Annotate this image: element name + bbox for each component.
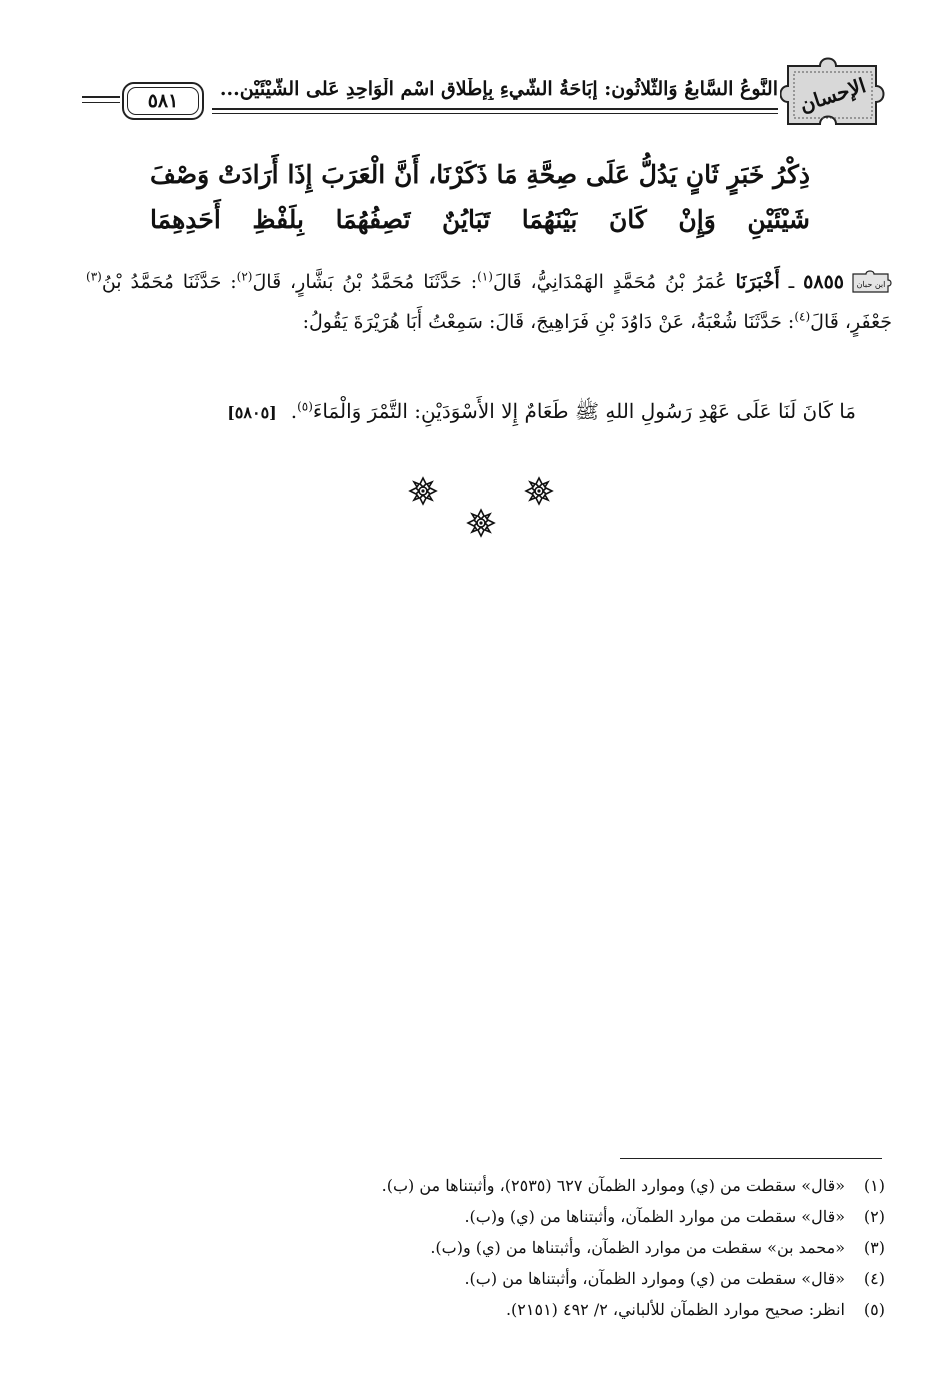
- footnote-number: (٢): [863, 1207, 885, 1226]
- footnotes: [200, 1170, 885, 1325]
- flower-ornament-icon: [408, 476, 438, 506]
- footnote-separator: [620, 1158, 882, 1159]
- hadith-number: ٥٨٥٥: [803, 271, 844, 293]
- flower-ornament-icon: [524, 476, 554, 506]
- hadith-isnad: [86, 262, 892, 342]
- footnote-number: (٥): [863, 1300, 885, 1319]
- footnote-ref-5[interactable]: (٥): [297, 399, 313, 414]
- footnote-item: [200, 1170, 885, 1201]
- footnote-number: (٤): [863, 1269, 885, 1288]
- matn-text: مَا كَانَ لَنَا عَلَى عَهْدِ رَسُولِ اللهِ ﷺ طَعَامٌ إِلا الأَسْوَدَيْنِ: التَّمْرَ وَالْمَاءَ: [312, 399, 856, 423]
- footnote-item: [200, 1232, 885, 1263]
- footnote-ref-2[interactable]: (٢): [236, 269, 253, 284]
- footnote-item: [200, 1263, 885, 1294]
- matn-end: .: [290, 399, 298, 423]
- isnad-part-2: : حَدَّثَنَا مُحَمَّدُ بْنُ بَشَّارٍ، قَالَ: [252, 271, 478, 293]
- isnad-part-5: : حَدَّثَنَا شُعْبَةُ، عَنْ دَاوُدَ بْنِ فَرَاهِيجَ، قَالَ: سَمِعْتُ أَبَا هُرَيْرَةَ يَقُولُ:: [302, 311, 795, 333]
- header-rule-left: [82, 96, 120, 98]
- footnote-number: (٣): [863, 1238, 885, 1257]
- footnote-ref-3[interactable]: (٣): [86, 269, 102, 284]
- running-header: [60, 52, 890, 132]
- chapter-heading: ذِكْرُ خَبَرٍ ثَانٍ يَدُلُّ عَلَى صِحَّةِ مَا ذَكَرْنَا، أَنَّ الْعَرَبَ إِذَا أَرَادَتْ وَصْفَ شَيْئَيْنِ وَإِنْ كَانَ بَيْنَهُمَا تَبَايُنٌ تَصِفُهُمَا بِلَفْظِ أَحَدِهِمَا: [150, 160, 810, 234]
- footnote-text: «قال» سقطت من (ي) وموارد الظمآن ٦٢٧ (٢٥٣٥)، وأثبتناها من (ب).: [381, 1176, 845, 1195]
- svg-text:الإحسان: الإحسان: [796, 73, 869, 117]
- ibn-hibban-puzzle-icon: [850, 270, 892, 296]
- ihsan-puzzle-badge-icon: [780, 52, 890, 130]
- footnote-text: «قال» سقطت من موارد الظمآن، وأثبتناها من (ي) و(ب).: [464, 1207, 845, 1226]
- footnote-ref-4[interactable]: (٤): [794, 309, 811, 324]
- hadith-lead-word: أَخْبَرَنَا: [735, 271, 780, 293]
- isnad-part-3: : حَدَّثَنَا مُحَمَّدُ بْنُ: [101, 271, 237, 293]
- header-title: النَّوعُ السَّابعُ وَالثَّلاثُون: إبَاحَةُ الشَّيءِ بِإطْلاقِ اسْمِ الْوَاحِدِ عَلى الشَّيْئَيْنِ...: [219, 78, 778, 100]
- page-number: ٥٨١: [147, 90, 179, 112]
- footnote-text: «قال» سقطت من (ي) وموارد الظمآن، وأثبتناها من (ب).: [464, 1269, 845, 1288]
- isnad-part-4: جَعْفَرٍ، قَالَ: [810, 311, 892, 333]
- svg-text:ابن حبان: ابن حبان: [856, 280, 886, 289]
- isnad-part-1: عُمَرُ بْنُ مُحَمَّدٍ الهَمْدَانِيُّ، قَالَ: [492, 271, 736, 293]
- header-rule-left-thin: [82, 102, 120, 103]
- hadith-dash: ـ: [779, 271, 804, 293]
- flower-ornament-icon: [466, 508, 496, 538]
- hadith-matn: [86, 390, 856, 434]
- footnote-ref-1[interactable]: (١): [477, 269, 493, 284]
- footnote-text: «محمد بن» سقطت من موارد الظمآن، وأثبتناها من (ي) و(ب).: [430, 1238, 845, 1257]
- footnote-text: انظر: صحيح موارد الظمآن للألباني، ٢/ ٤٩٢ (٢١٥١).: [505, 1300, 845, 1319]
- cross-reference: [٥٨٠٥]: [227, 403, 277, 422]
- footnote-number: (١): [863, 1176, 885, 1195]
- page-number-frame: [122, 82, 204, 120]
- header-rule: [212, 108, 778, 110]
- header-rule-thin: [212, 113, 778, 114]
- footnote-item: [200, 1201, 885, 1232]
- footnote-item: [200, 1294, 885, 1325]
